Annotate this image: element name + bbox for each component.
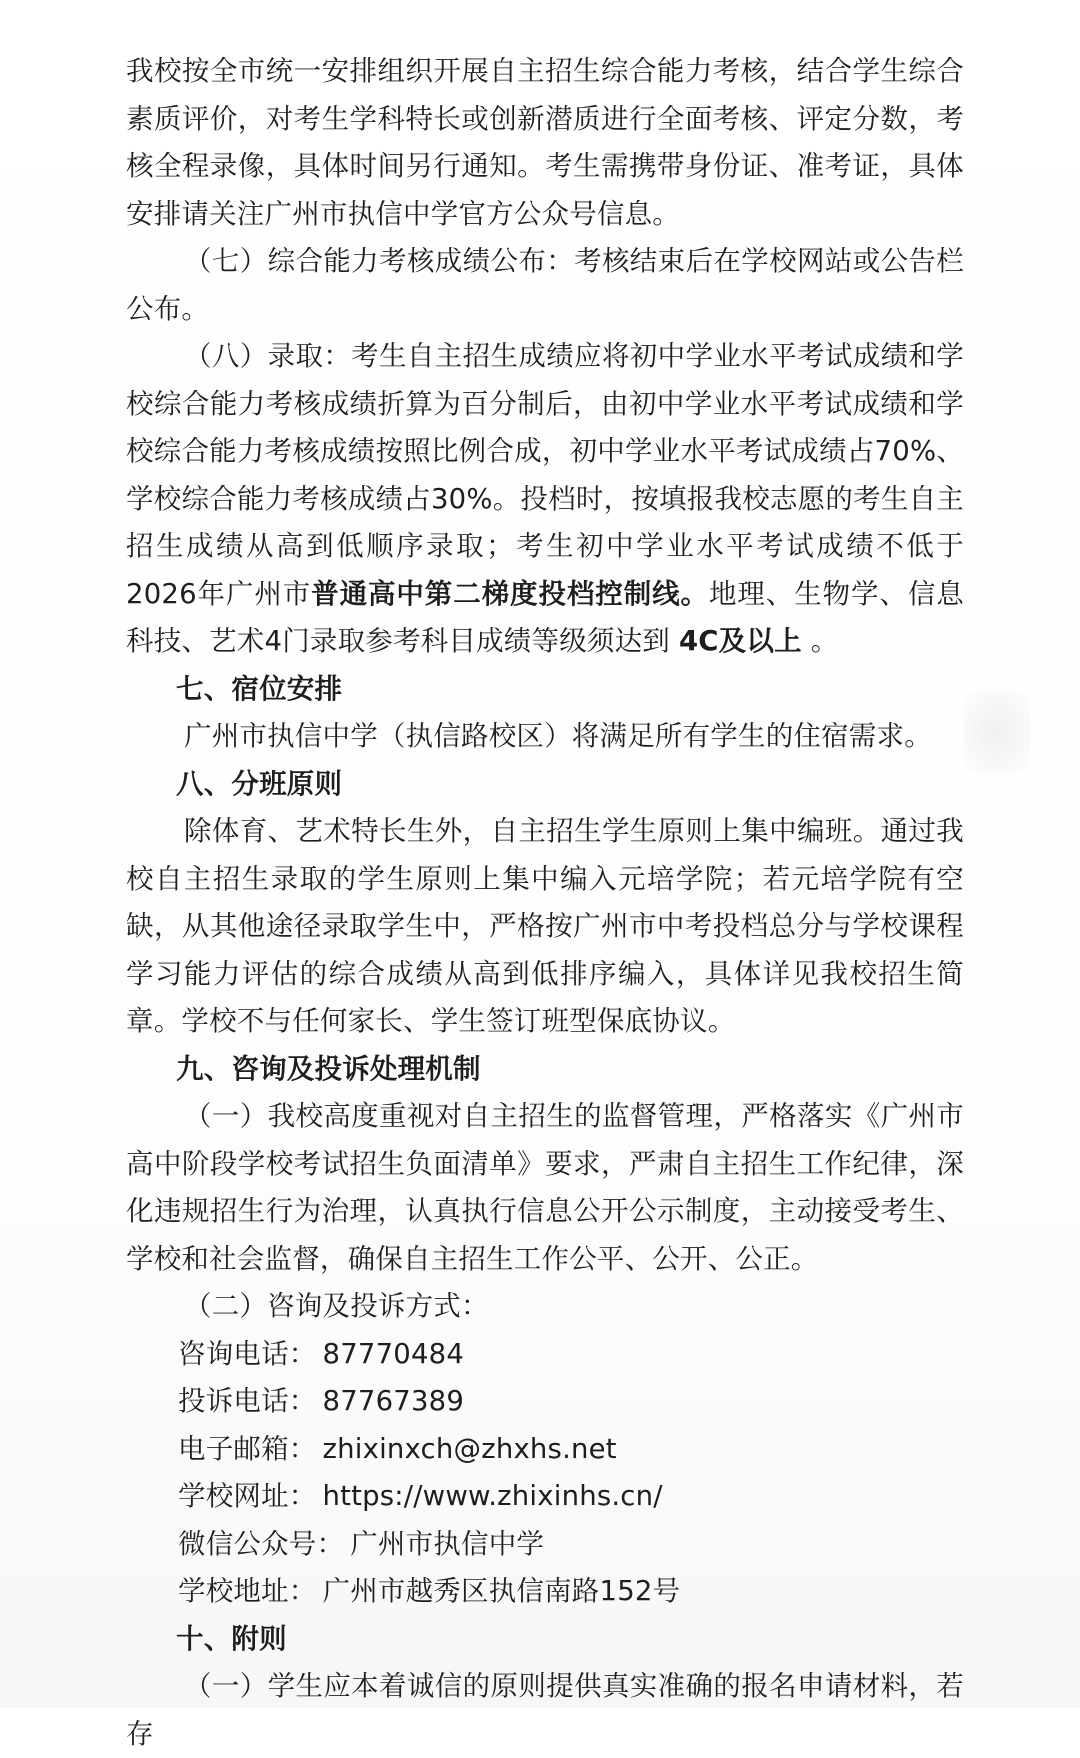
address-value: 广州市越秀区执信南路152号: [322, 1575, 681, 1607]
paragraph-supervision: （一）我校高度重视对自主招生的监督管理，严格落实《广州市高中阶段学校考试招生负面清单》要求，严肃自主招生工作纪律，深化违规招生行为治理，认真执行信息公开公示制度，主动接受考生、学校和社会监督，确保自主招生工作公平、公开、公正。: [126, 1100, 964, 1275]
contact-complaint-phone: [126, 1378, 964, 1426]
contact-label: 学校地址：: [178, 1575, 317, 1607]
complaint-phone-value: 87767389: [322, 1385, 465, 1417]
paragraph-class-placement: 除体育、艺术特长生外，自主招生学生原则上集中编班。通过我校自主招生录取的学生原则上集中编入元培学院；若元培学院有空缺，从其他途径录取学生中，严格按广州市中考投档总分与学校课程学习能力评估的综合成绩从高到低排序编入，具体详见我校招生简章。学校不与任何家长、学生签订班型保底协议。: [126, 815, 964, 1037]
contact-label: 微信公众号：: [178, 1527, 345, 1560]
email-value: zhixinxch@zhxhs.net: [322, 1432, 617, 1465]
contact-consult-phone: [126, 1331, 964, 1379]
paragraph-exam-arrangement: 我校按全市统一安排组织开展自主招生综合能力考核，结合学生综合素质评价，对考生学科特长或创新潜质进行全面考核、评定分数，考核全程录像，具体时间另行通知。考生需携带身份证、准考证，具体安排请关注广州市执信中学官方公众号信息。: [126, 55, 964, 230]
contact-website: [126, 1473, 964, 1521]
document-body: [126, 48, 964, 1758]
section-heading-class-placement: 八、分班原则: [176, 767, 343, 800]
contact-list: [126, 1331, 964, 1616]
paragraph-result-publication: （七）综合能力考核成绩公布：考核结束后在学校网站或公告栏公布。: [126, 245, 964, 325]
section-heading-consultation: 九、咨询及投诉处理机制: [176, 1052, 481, 1085]
section-heading-supplementary: 十、附则: [176, 1622, 287, 1655]
admission-text-c: 。: [810, 625, 839, 657]
contact-label: 电子邮箱：: [178, 1432, 317, 1465]
paragraph-integrity: （一）学生应本着诚信的原则提供真实准确的报名申请材料，若存: [126, 1670, 964, 1750]
admission-text-a: （八）录取：考生自主招生成绩应将初中学业水平考试成绩和学校综合能力考核成绩折算为百分制后，由初中学业水平考试成绩和学校综合能力考核成绩按照比例合成，初中学业水平考试成绩占70%、学校综合能力考核成绩占30%。投档时，按填报我校志愿的考生自主招生成绩从高到低顺序录取；考生初中学业水平考试成绩不低于2026年广州市: [126, 340, 964, 610]
admission-control-line: 普通高中第二梯度投档控制线。: [311, 577, 709, 610]
paragraph-dormitory: 广州市执信中学（执信路校区）将满足所有学生的住宿需求。: [184, 720, 932, 752]
contact-address: [126, 1568, 964, 1616]
consult-phone-value: 87770484: [322, 1337, 465, 1370]
contact-label: 咨询电话：: [178, 1337, 317, 1370]
wechat-value: 广州市执信中学: [350, 1527, 545, 1560]
contact-wechat: [126, 1521, 964, 1569]
paragraph-contact-methods: （二）咨询及投诉方式：: [184, 1290, 489, 1322]
contact-email: [126, 1426, 964, 1474]
contact-label: 学校网址：: [178, 1480, 317, 1512]
admission-grade-requirement: 4C及以上: [678, 625, 802, 657]
admission-text-b: 地理、生物学、信息科技、艺术4门录取参考科目成绩等级须达到: [126, 577, 964, 657]
section-heading-dormitory: 七、宿位安排: [176, 672, 343, 705]
website-value: https://www.zhixinhs.cn/: [322, 1480, 663, 1512]
scan-smudge: [964, 693, 1030, 771]
contact-label: 投诉电话：: [178, 1385, 317, 1417]
paragraph-admission: [126, 333, 964, 666]
